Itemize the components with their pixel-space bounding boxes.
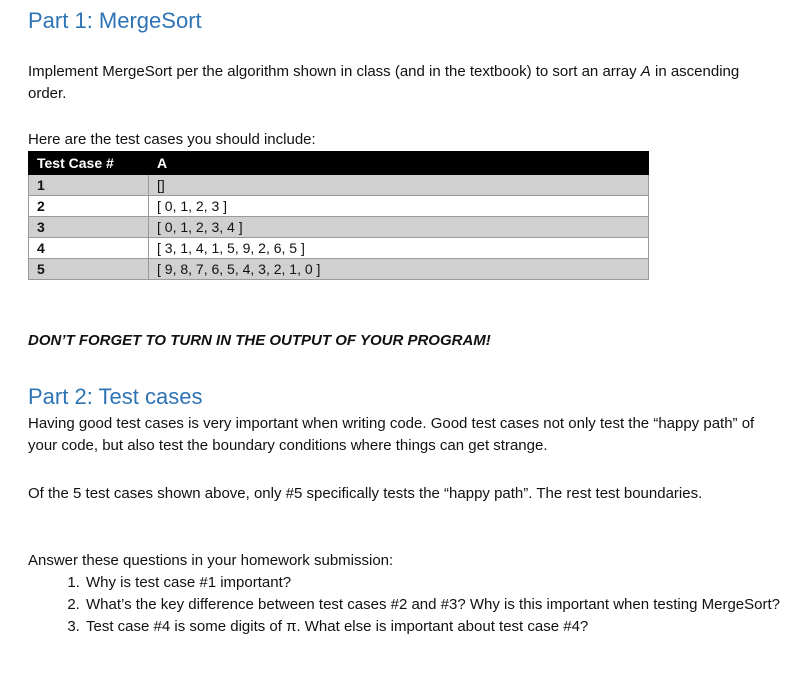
question-item: 1. Why is test case #1 important? <box>84 572 784 594</box>
part1-instruction <box>28 61 758 105</box>
test-case-number: 4 <box>29 238 149 259</box>
table-row <box>29 259 649 280</box>
part2-heading: Part 2: Test cases <box>28 384 203 409</box>
test-case-array: [] <box>149 175 649 196</box>
part1-heading: Part 1: MergeSort <box>28 8 202 33</box>
test-cases-table <box>28 151 649 280</box>
questions-list <box>28 572 784 638</box>
questions-intro: Answer these questions in your homework submission: <box>28 552 394 569</box>
test-case-number: 5 <box>29 259 149 280</box>
output-reminder: DON’T FORGET TO TURN IN THE OUTPUT OF YOUR PROGRAM! <box>28 332 491 349</box>
test-case-number: 1 <box>29 175 149 196</box>
part2-paragraph-1: Having good test cases is very important when writing code. Good test cases not only test the “happy path” of your code, but also test the boundary conditions where things can get strange. <box>28 415 755 454</box>
table-row <box>29 238 649 259</box>
instruction-lead: Implement MergeSort per the algorithm shown in class (and in the textbook) to sort an array <box>28 63 641 80</box>
question-item: 2. What’s the key difference between test cases #2 and #3? Why is this important when testing MergeSort? <box>84 594 784 616</box>
table-row <box>29 196 649 217</box>
test-case-number: 2 <box>29 196 149 217</box>
test-case-array: [ 0, 1, 2, 3 ] <box>149 196 649 217</box>
part2-paragraph-2: Of the 5 test cases shown above, only #5 specifically tests the “happy path”. The rest test boundaries. <box>28 485 703 502</box>
test-case-number: 3 <box>29 217 149 238</box>
header-test-case: Test Case # <box>29 152 149 175</box>
question-item: 3. Test case #4 is some digits of π. What else is important about test case #4? <box>84 616 784 638</box>
instruction-tail: in ascending order. <box>28 63 740 102</box>
test-case-array: [ 0, 1, 2, 3, 4 ] <box>149 217 649 238</box>
table-row <box>29 175 649 196</box>
header-array: A <box>149 152 649 175</box>
table-header-row <box>29 152 649 175</box>
test-case-array: [ 3, 1, 4, 1, 5, 9, 2, 6, 5 ] <box>149 238 649 259</box>
instruction-variable: A <box>640 63 651 80</box>
table-row <box>29 217 649 238</box>
table-intro: Here are the test cases you should include: <box>28 131 316 148</box>
test-case-array: [ 9, 8, 7, 6, 5, 4, 3, 2, 1, 0 ] <box>149 259 649 280</box>
